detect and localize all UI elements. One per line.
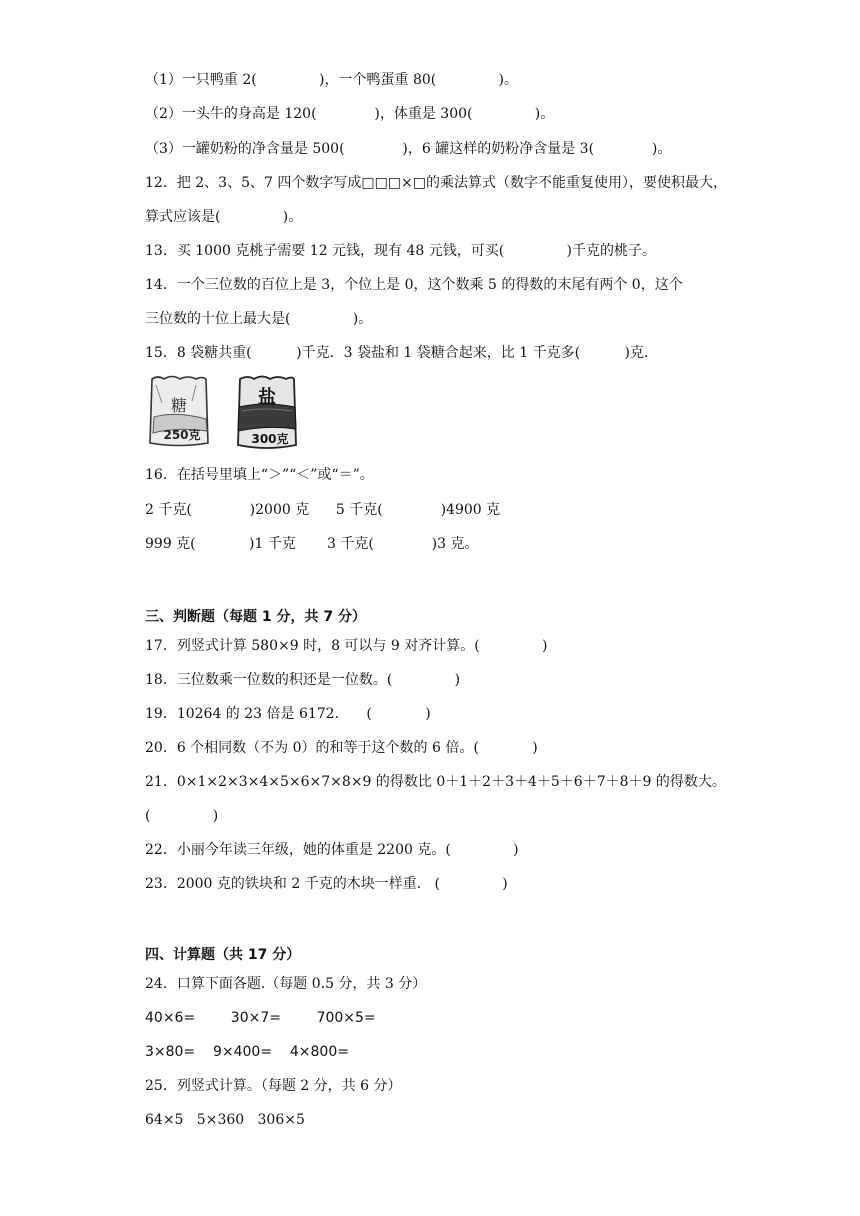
- problem-24-row2: 3×80= 9×400= 4×800=: [145, 1044, 349, 1060]
- salt-bag-char: 盐: [258, 387, 276, 408]
- problem-16-row2: 999 克( )1 千克 3 千克( )3 克。: [145, 536, 479, 552]
- sugar-bag-image: [146, 373, 212, 453]
- problem-11-2: （2）一头牛的身高是 120( )，体重是 300( )。: [145, 106, 555, 122]
- problem-22: 22．小丽今年读三年级，她的体重是 2200 克。( ): [145, 842, 519, 858]
- problem-13: 13．买 1000 克桃子需要 12 元钱，现有 48 元钱，可买( )千克的桃子。: [145, 243, 656, 259]
- problem-25: 25．列竖式计算。（每题 2 分，共 6 分）: [145, 1078, 402, 1094]
- problem-25-items: 64×5 5×360 306×5: [145, 1112, 305, 1128]
- problem-14-line2: 三位数的十位上最大是( )。: [145, 311, 373, 327]
- problem-11-1: （1）一只鸭重 2( )，一个鸭蛋重 80( )。: [145, 72, 518, 88]
- problem-19: 19．10264 的 23 倍是 6172． ( ): [145, 706, 431, 722]
- problem-18: 18．三位数乘一位数的积还是一位数。( ): [145, 672, 461, 688]
- sugar-bag-char: 糖: [170, 396, 188, 415]
- sugar-bag-weight: 250克: [163, 428, 201, 442]
- problem-12-line1: 12．把 2、3、5、7 四个数字写成□□□×□的乘法算式（数字不能重复使用），要使积最大，: [145, 175, 727, 191]
- problem-17: 17．列竖式计算 580×9 时，8 可以与 9 对齐计算。( ): [145, 638, 548, 654]
- problem-24: 24．口算下面各题.（每题 0.5 分，共 3 分）: [145, 976, 427, 992]
- problem-14-line1: 14．一个三位数的百位上是 3，个位上是 0，这个数乘 5 的得数的末尾有两个 0，这个: [145, 277, 683, 293]
- problem-20: 20．6 个相同数（不为 0）的和等于这个数的 6 倍。( ): [145, 740, 538, 756]
- salt-bag-weight: 300克: [251, 432, 289, 446]
- section-4-title: 四、计算题（共 17 分）: [145, 947, 301, 963]
- problem-16-row1: 2 千克( )2000 克 5 千克( )4900 克: [145, 502, 501, 518]
- problem-24-row1: 40×6= 30×7= 700×5=: [145, 1010, 376, 1026]
- problem-16: 16．在括号里填上“＞”“＜”或“＝”。: [145, 467, 374, 483]
- section-3-title: 三、判断题（每题 1 分，共 7 分）: [145, 609, 366, 625]
- problem-23: 23．2000 克的铁块和 2 千克的木块一样重. ( ): [145, 876, 508, 892]
- problem-21: 21．0×1×2×3×4×5×6×7×8×9 的得数比 0＋1＋2＋3＋4＋5＋6＋7＋8＋9 的得数大。: [145, 774, 726, 790]
- problem-11-3: （3）一罐奶粉的净含量是 500( )，6 罐这样的奶粉净含量是 3( )。: [145, 141, 672, 157]
- problem-21-answer: ( ): [145, 808, 219, 824]
- problem-12-line2: 算式应该是( )。: [145, 209, 303, 225]
- problem-15: 15．8 袋糖共重( )千克．3 袋盐和 1 袋糖合起来，比 1 千克多( )克．: [145, 345, 658, 361]
- salt-bag-image: [234, 373, 300, 457]
